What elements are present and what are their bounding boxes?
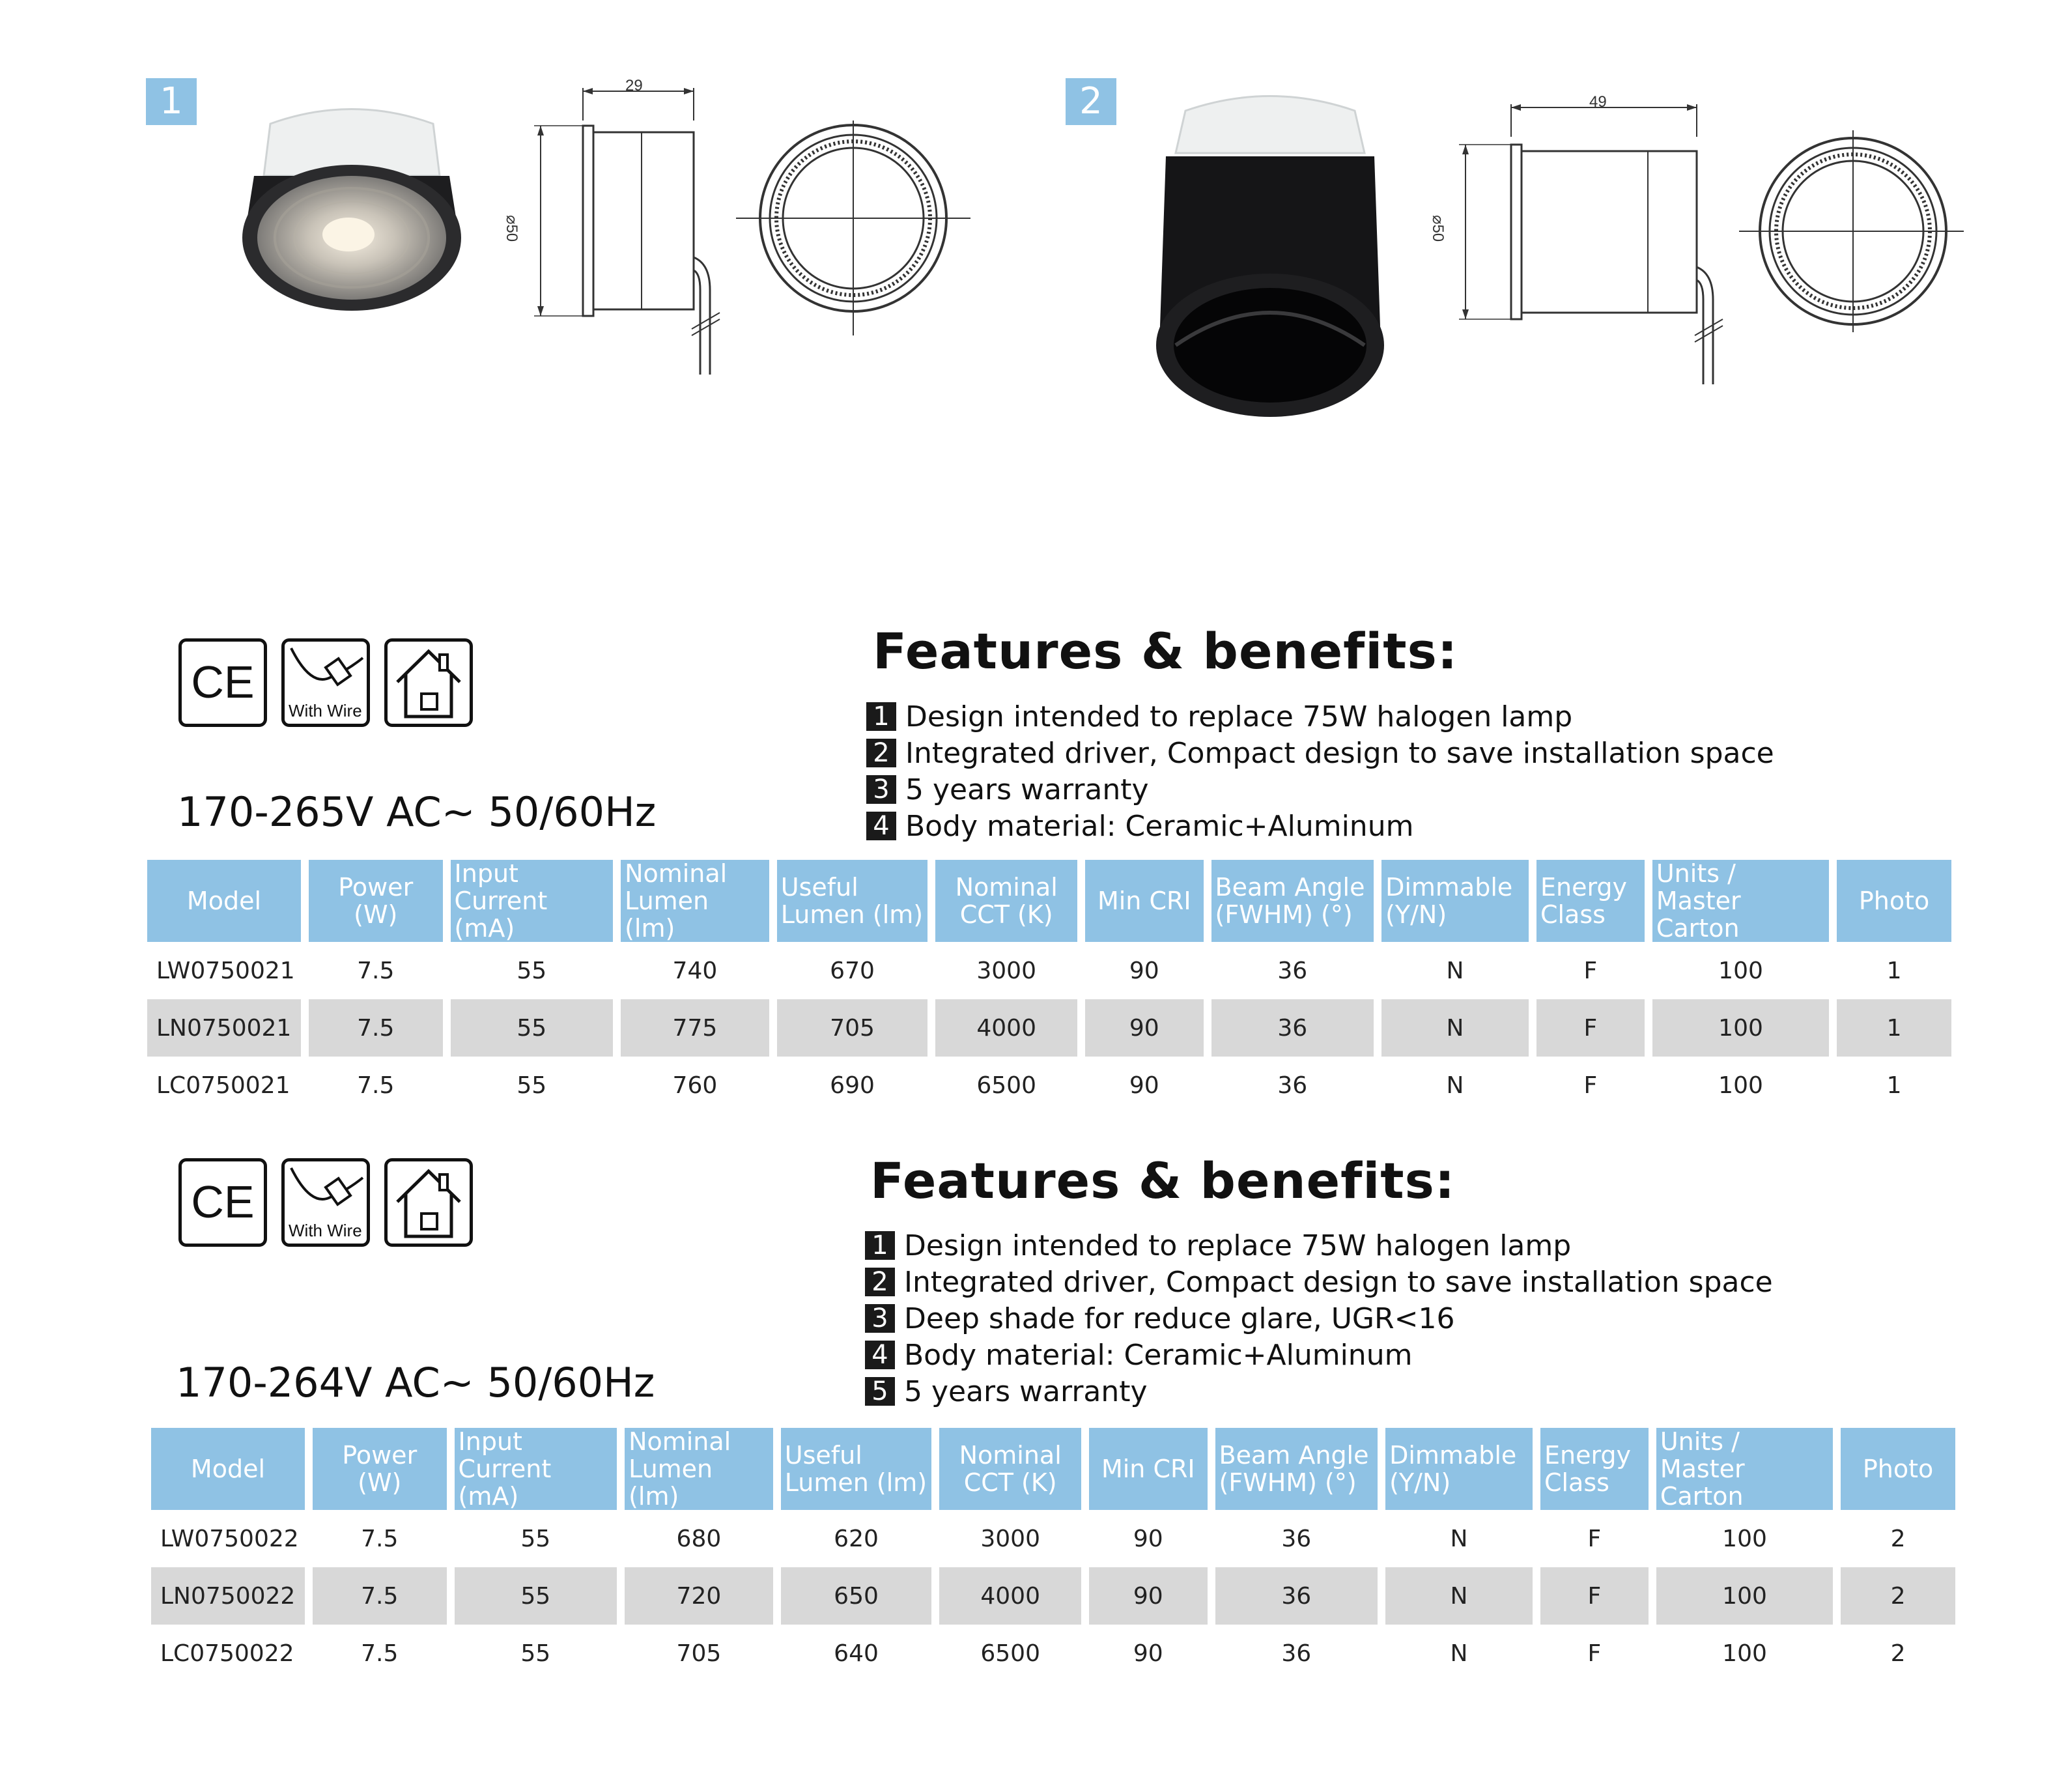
- table-cell: N: [1446, 1072, 1464, 1099]
- table-cell: LW0750022: [160, 1525, 299, 1552]
- table-cell: 650: [781, 1567, 932, 1625]
- feature-number: 3: [866, 775, 896, 804]
- feature-text: Design intended to replace 75W halogen lamp: [904, 1229, 1572, 1262]
- feature-item: [865, 1300, 1773, 1337]
- product-photo-2: [1146, 85, 1394, 423]
- spec-table-1: [139, 860, 1959, 1114]
- table-cell: 100: [1718, 957, 1763, 984]
- column-header: Energy Class: [1536, 860, 1645, 942]
- feature-item: [865, 1264, 1773, 1300]
- table-cell: 670: [830, 957, 875, 984]
- features-list-2: [865, 1227, 1773, 1410]
- column-header: Min CRI: [1085, 860, 1203, 942]
- column-header: Useful Lumen (lm): [781, 1428, 932, 1510]
- feature-text: Body material: Ceramic+Aluminum: [905, 809, 1414, 843]
- table-cell: 55: [517, 1072, 547, 1099]
- column-header: Beam Angle (FWHM) (°): [1211, 860, 1374, 942]
- table-cell: N: [1385, 1567, 1533, 1625]
- certification-icons-1: [178, 638, 473, 727]
- table-cell: 55: [517, 957, 547, 984]
- table-cell: 2: [1890, 1640, 1906, 1667]
- table-cell: LC0750022: [160, 1640, 294, 1667]
- feature-item: [865, 1373, 1773, 1410]
- feature-item: [866, 771, 1774, 808]
- table-cell: 100: [1656, 1567, 1833, 1625]
- table-cell: F: [1536, 999, 1645, 1057]
- table-cell: 6500: [976, 1072, 1036, 1099]
- table-cell: 1: [1886, 1072, 1902, 1099]
- table-row: [147, 999, 1951, 1057]
- column-header: Model: [147, 860, 301, 942]
- table-cell: 7.5: [309, 999, 443, 1057]
- table-cell: 7.5: [361, 1640, 399, 1667]
- table-cell: N: [1446, 957, 1464, 984]
- table-cell: 620: [834, 1525, 879, 1552]
- table-cell: 7.5: [361, 1525, 399, 1552]
- table-cell: 36: [1281, 1640, 1312, 1667]
- feature-text: Deep shade for reduce glare, UGR<16: [904, 1301, 1455, 1335]
- table-cell: F: [1540, 1567, 1649, 1625]
- product-photo-1: [234, 98, 469, 319]
- table-cell: 36: [1281, 1525, 1312, 1552]
- feature-number: 2: [865, 1268, 895, 1296]
- table-cell: F: [1583, 957, 1598, 984]
- table-cell: 100: [1722, 1525, 1767, 1552]
- table-cell: 55: [451, 999, 614, 1057]
- features-list-1: [866, 698, 1774, 844]
- table-cell: 3000: [980, 1525, 1040, 1552]
- column-header: Beam Angle (FWHM) (°): [1215, 1428, 1378, 1510]
- spec-table-2: [143, 1428, 1963, 1682]
- product-drawing-front-2: [1739, 130, 1974, 339]
- certification-icons-2: [178, 1158, 473, 1247]
- table-cell: 705: [676, 1640, 722, 1667]
- table-row: [151, 1510, 1955, 1567]
- table-cell: 55: [455, 1567, 617, 1625]
- column-header: Energy Class: [1540, 1428, 1649, 1510]
- table-header-row: [151, 1428, 1955, 1510]
- column-header: Power (W): [313, 1428, 447, 1510]
- column-header: Power (W): [309, 860, 443, 942]
- table-cell: 6500: [980, 1640, 1040, 1667]
- table-row: [147, 942, 1951, 999]
- column-header: Units / Master Carton: [1652, 860, 1829, 942]
- feature-item: [865, 1337, 1773, 1373]
- column-header: Dimmable (Y/N): [1381, 860, 1529, 942]
- with-wire-label: With Wire: [289, 1221, 362, 1240]
- table-cell: 90: [1129, 957, 1159, 984]
- feature-text: Design intended to replace 75W halogen lamp: [905, 700, 1573, 733]
- feature-item: [866, 735, 1774, 771]
- table-cell: 2: [1890, 1525, 1906, 1552]
- feature-number: 5: [865, 1377, 895, 1406]
- feature-number: 4: [865, 1341, 895, 1369]
- product-drawing-side-1: [521, 75, 743, 388]
- table-cell: 100: [1652, 999, 1829, 1057]
- product-badge-2: 2: [1066, 78, 1116, 125]
- feature-number: 4: [866, 812, 896, 840]
- column-header: Model: [151, 1428, 305, 1510]
- table-cell: 690: [830, 1072, 875, 1099]
- table-cell: 90: [1133, 1640, 1163, 1667]
- table-cell: 2: [1841, 1567, 1955, 1625]
- table-cell: 36: [1215, 1567, 1378, 1625]
- column-header: Nominal CCT (K): [939, 1428, 1081, 1510]
- table-cell: 640: [834, 1640, 879, 1667]
- product-badge-1: 1: [146, 78, 197, 125]
- voltage-spec-2: 170-264V AC~ 50/60Hz: [176, 1359, 655, 1406]
- product-drawing-front-1: [736, 121, 984, 342]
- feature-text: Integrated driver, Compact design to save installation space: [904, 1265, 1773, 1299]
- table-cell: 100: [1718, 1072, 1763, 1099]
- feature-text: Integrated driver, Compact design to save installation space: [905, 736, 1774, 770]
- table-cell: 90: [1129, 1072, 1159, 1099]
- column-header: Input Current (mA): [451, 860, 614, 942]
- table-cell: 36: [1211, 999, 1374, 1057]
- feature-text: 5 years warranty: [905, 773, 1149, 806]
- table-cell: 55: [520, 1525, 551, 1552]
- column-header: Nominal Lumen (lm): [625, 1428, 773, 1510]
- table-cell: LN0750021: [147, 999, 301, 1057]
- indoor-house-icon: [384, 638, 473, 727]
- features-title-2: Features & benefits:: [870, 1152, 1456, 1210]
- table-cell: LC0750021: [156, 1072, 290, 1099]
- svg-text:CE: CE: [191, 1176, 255, 1227]
- svg-text:CE: CE: [191, 657, 255, 707]
- table-cell: 7.5: [357, 1072, 395, 1099]
- table-cell: 55: [520, 1640, 551, 1667]
- table-cell: 3000: [976, 957, 1036, 984]
- column-header: Min CRI: [1089, 1428, 1207, 1510]
- table-cell: 720: [625, 1567, 773, 1625]
- feature-item: [865, 1227, 1773, 1264]
- dimension-diameter-1: ⌀50: [503, 215, 520, 242]
- with-wire-icon: [281, 638, 370, 727]
- indoor-house-icon: [384, 1158, 473, 1247]
- table-cell: 4000: [935, 999, 1077, 1057]
- column-header: Useful Lumen (lm): [777, 860, 928, 942]
- table-cell: 100: [1722, 1640, 1767, 1667]
- feature-text: Body material: Ceramic+Aluminum: [904, 1338, 1413, 1372]
- table-cell: 1: [1837, 999, 1951, 1057]
- feature-number: 1: [866, 702, 896, 731]
- table-cell: F: [1587, 1525, 1602, 1552]
- table-cell: 90: [1085, 999, 1203, 1057]
- table-cell: N: [1450, 1525, 1468, 1552]
- table-cell: N: [1450, 1640, 1468, 1667]
- table-cell: 4000: [939, 1567, 1081, 1625]
- column-header: Dimmable (Y/N): [1385, 1428, 1533, 1510]
- ce-mark-icon: [178, 1158, 267, 1247]
- table-row: [147, 1057, 1951, 1114]
- table-cell: 36: [1277, 1072, 1308, 1099]
- column-header: Units / Master Carton: [1656, 1428, 1833, 1510]
- table-cell: N: [1381, 999, 1529, 1057]
- column-header: Nominal Lumen (lm): [621, 860, 769, 942]
- column-header: Photo: [1841, 1428, 1955, 1510]
- table-cell: 1: [1886, 957, 1902, 984]
- feature-number: 3: [865, 1304, 895, 1333]
- table-cell: F: [1583, 1072, 1598, 1099]
- table-cell: 90: [1089, 1567, 1207, 1625]
- table-cell: LW0750021: [156, 957, 295, 984]
- dimension-diameter-2: ⌀50: [1429, 215, 1447, 242]
- table-cell: 7.5: [357, 957, 395, 984]
- table-cell: 7.5: [313, 1567, 447, 1625]
- features-title-1: Features & benefits:: [873, 622, 1458, 680]
- with-wire-icon: [281, 1158, 370, 1247]
- column-header: Photo: [1837, 860, 1951, 942]
- product-drawing-side-2: [1439, 91, 1752, 391]
- feature-text: 5 years warranty: [904, 1374, 1148, 1408]
- ce-mark-icon: [178, 638, 267, 727]
- with-wire-label: With Wire: [289, 701, 362, 720]
- column-header: Nominal CCT (K): [935, 860, 1077, 942]
- table-cell: 775: [621, 999, 769, 1057]
- feature-number: 1: [865, 1231, 895, 1260]
- table-cell: LN0750022: [151, 1567, 305, 1625]
- table-row: [151, 1625, 1955, 1682]
- dimension-width-1: 29: [625, 77, 643, 94]
- table-cell: 740: [672, 957, 718, 984]
- dimension-width-2: 49: [1589, 93, 1607, 111]
- table-cell: 90: [1133, 1525, 1163, 1552]
- table-cell: 680: [676, 1525, 722, 1552]
- feature-item: [866, 808, 1774, 844]
- table-cell: 36: [1277, 957, 1308, 984]
- feature-number: 2: [866, 739, 896, 767]
- table-cell: 760: [672, 1072, 718, 1099]
- voltage-spec-1: 170-265V AC~ 50/60Hz: [177, 788, 657, 836]
- table-cell: F: [1587, 1640, 1602, 1667]
- table-header-row: [147, 860, 1951, 942]
- table-row: [151, 1567, 1955, 1625]
- table-cell: 705: [777, 999, 928, 1057]
- feature-item: [866, 698, 1774, 735]
- column-header: Input Current (mA): [455, 1428, 617, 1510]
